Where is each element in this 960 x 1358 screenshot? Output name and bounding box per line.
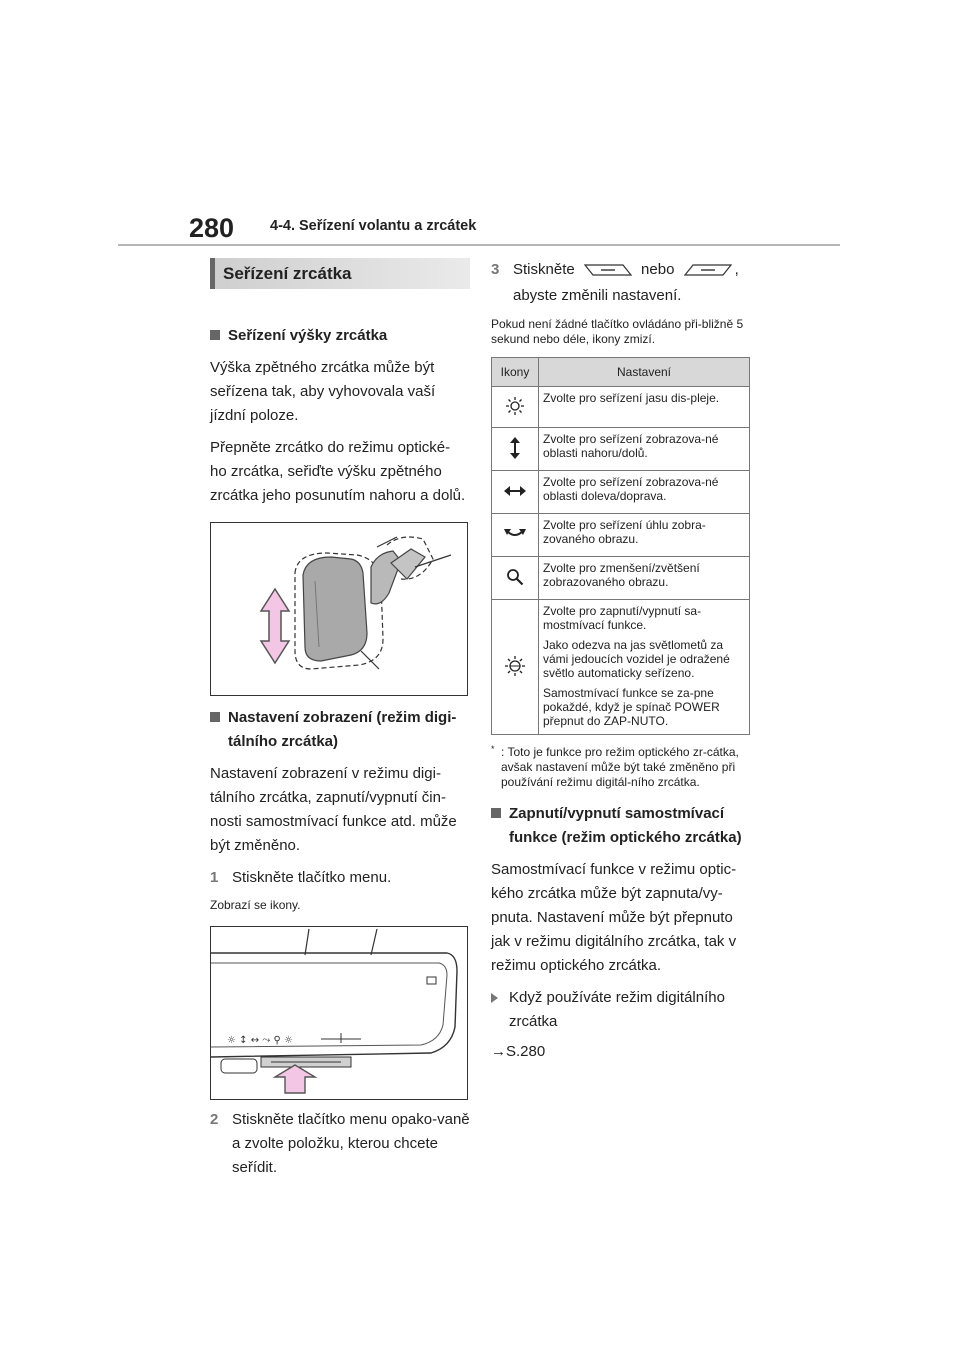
cell-text: Zvolte pro seřízení úhlu zobra-zovaného obrazu. (543, 518, 706, 546)
svg-text:☼ ↕ ↔ ⤳ ⚲ ☼: ☼ ↕ ↔ ⤳ ⚲ ☼ (227, 1035, 293, 1046)
table-row (492, 557, 750, 600)
subheading-auto-dimming (491, 802, 753, 850)
page-number: 280 (189, 213, 235, 243)
subheading-text: Zapnutí/vypnutí samostmívací funkce (režim optického zrcátka) (509, 805, 742, 846)
press-arrow-icon (275, 1065, 315, 1093)
triangle-bullet-icon (491, 993, 498, 1003)
bullet-item (491, 986, 753, 1034)
page-reference-link[interactable]: →S.280 (491, 1043, 546, 1060)
step-3 (491, 258, 753, 308)
header-divider (118, 244, 840, 246)
plus-button-icon (683, 263, 733, 277)
step-number: 1 (210, 869, 219, 886)
paragraph: Samostmívací funkce v režimu optic-kého zrcátka může být zapnuta/vy-pnuta. Nastavení může být přepnuto jak v režimu digitálního zrcátka, tak v režimu optického zrcátka. (491, 861, 737, 974)
mirror-menu-drawing (211, 927, 467, 1099)
table-header-settings: Nastavení (539, 358, 750, 387)
mirror-body-icon (303, 557, 367, 661)
table-cell (539, 514, 750, 557)
step-1 (210, 866, 470, 890)
cell-text: Zvolte pro seřízení jasu dis-pleje. (543, 391, 720, 405)
table-cell (539, 428, 750, 471)
step-text: Stiskněte tlačítko menu. (232, 869, 392, 886)
step-2 (210, 1108, 470, 1180)
square-bullet-icon (491, 808, 501, 818)
mirror-height-drawing (211, 523, 467, 695)
cell-text: Zvolte pro seřízení zobrazova-né oblasti nahoru/dolů. (543, 432, 719, 460)
icons-table (491, 357, 750, 735)
table-header-icons: Ikony (492, 358, 539, 387)
step-number: 3 (491, 261, 500, 278)
paragraph: Přepněte zrcátko do režimu optické-ho zrcátka, seřiďte výšku zpětného zrcátka jeho posunutím nahoru a dolů. (210, 439, 466, 504)
mirror-height-illustration (210, 522, 468, 696)
right-column (491, 258, 753, 1064)
bullet-text: Když používáte režim digitálního zrcátka (509, 989, 725, 1030)
cell-text: Jako odezva na jas světlometů za vámi jedoucích vozidel je odražené světlo automaticky seřízeno. (543, 638, 730, 680)
minus-button-icon (583, 263, 633, 277)
step-note: Zobrazí se ikony. (210, 898, 301, 912)
mirror-menu-illustration (210, 926, 468, 1100)
cell-text: Zvolte pro zapnutí/vypnutí sa-mostmívací funkce. (543, 604, 702, 632)
brightness-icon (492, 387, 539, 428)
table-cell (539, 600, 750, 735)
step-text-line2: abyste změnili nastavení. (513, 287, 682, 304)
table-row (492, 387, 750, 428)
subheading-mirror-height (210, 324, 470, 348)
vertical-arrows-icon (492, 428, 539, 471)
footnote-mark: * (491, 744, 495, 754)
paragraph: Výška zpětného zrcátka může být seřízena tak, aby vyhovovala vaší jízdní poloze. (210, 359, 436, 424)
subheading-text: Nastavení zobrazení (režim digi-tálního zrcátka) (228, 709, 457, 750)
square-bullet-icon (210, 330, 220, 340)
step-text: Stiskněte tlačítko menu opako-vaně a zvolte položku, kterou chcete seřídit. (232, 1111, 470, 1176)
step-number: 2 (210, 1111, 219, 1128)
step-note: Pokud není žádné tlačítko ovládáno při-bližně 5 sekund nebo déle, ikony zmizí. (491, 317, 744, 346)
cell-text: Samostmívací funkce se za-pne pokaždé, když je spínač POWER přepnut do ZAP-NUTO. (543, 686, 720, 728)
tilt-arrow-icon (492, 514, 539, 557)
table-row (492, 600, 750, 735)
table-cell (539, 557, 750, 600)
paragraph: Nastavení zobrazení v režimu digi-tálního zrcátka, zapnutí/vypnutí čin-nosti samostmívací funkce atd. může být změněno. (210, 765, 457, 854)
step-text: Stiskněte (513, 261, 575, 278)
cell-text: Zvolte pro seřízení zobrazova-né oblasti doleva/doprava. (543, 475, 719, 503)
horizontal-arrows-icon (492, 471, 539, 514)
magnifier-icon (492, 557, 539, 600)
table-cell (539, 387, 750, 428)
left-column (210, 258, 470, 1180)
chapter-title: 4-4. Seřízení volantu a zrcátek (270, 218, 477, 234)
cell-text: Zvolte pro zmenšení/zvětšení zobrazovaného obrazu. (543, 561, 700, 589)
step-text: , (734, 261, 739, 278)
square-bullet-icon (210, 712, 220, 722)
footnote-text: : Toto je funkce pro režim optického zr-cátka, avšak nastavení může být také změněno při používání režimu digitál-ního zrcátka. (501, 745, 739, 789)
table-row (492, 428, 750, 471)
footnote (491, 745, 751, 790)
table-row (492, 514, 750, 557)
up-down-arrow-icon (261, 589, 289, 663)
subheading-text: Seřízení výšky zrcátka (228, 327, 388, 344)
auto-dimming-icon (492, 600, 539, 735)
section-title: Seřízení zrcátka (210, 258, 470, 289)
subheading-display-settings (210, 706, 470, 754)
step-text: nebo (641, 261, 675, 278)
table-header-row (492, 358, 750, 387)
table-row (492, 471, 750, 514)
table-cell (539, 471, 750, 514)
